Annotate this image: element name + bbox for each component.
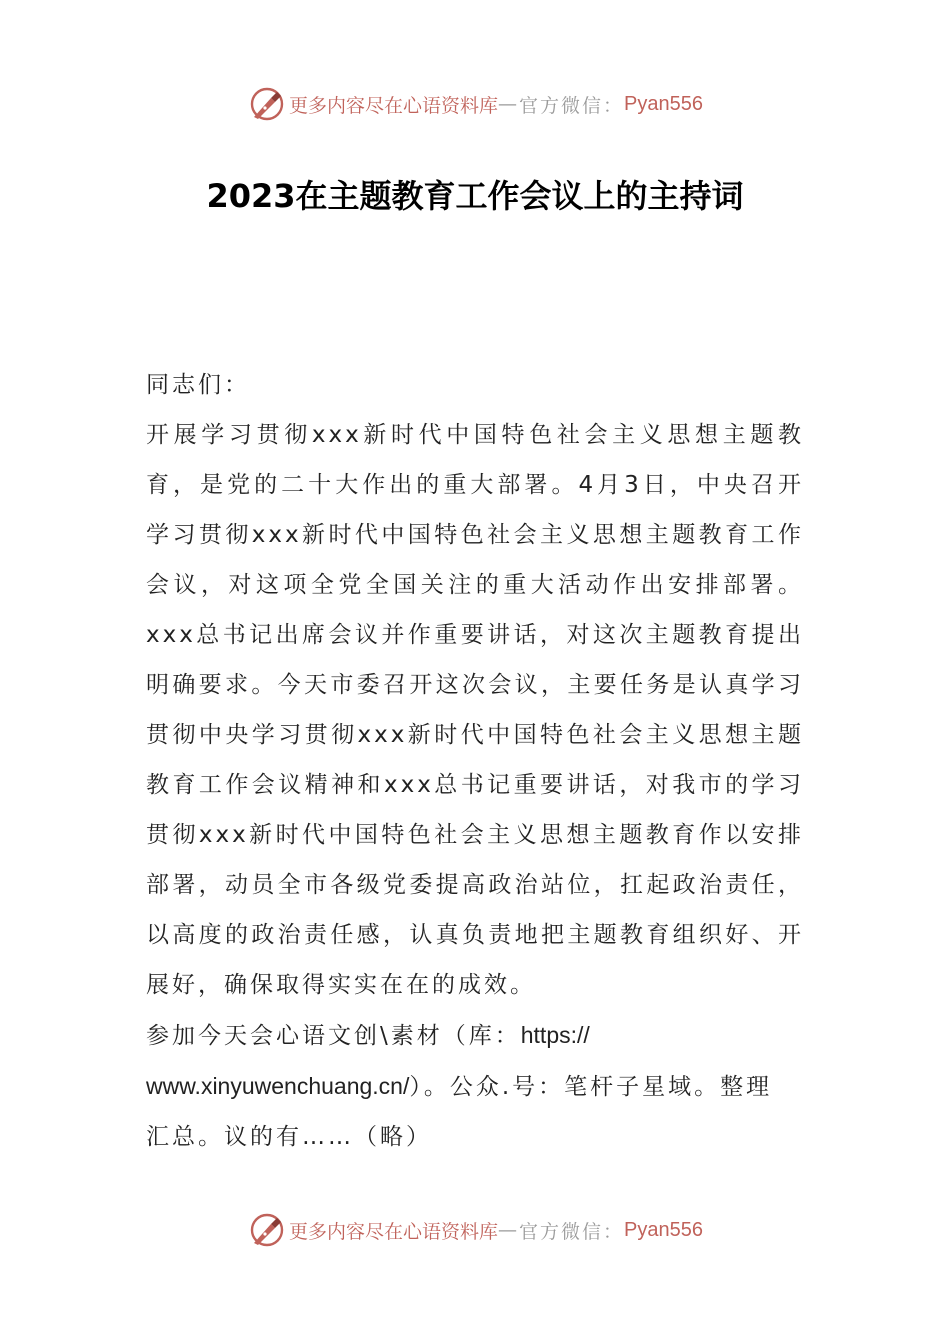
banner-contact-label: 官方微信： xyxy=(519,94,625,117)
reference-url-part-2: www.xinyuwenchuang.cn/ xyxy=(146,1073,410,1099)
footer-banner xyxy=(0,1208,950,1252)
reference-prefix: 参加今天会心语文创\素材（库： xyxy=(146,1023,521,1049)
pen-nib-logo-icon xyxy=(247,1210,287,1250)
reference-url-part-1: https:// xyxy=(520,1022,590,1048)
footer-wechat-id: Pyan556 xyxy=(624,1218,703,1241)
footer-separator: — xyxy=(498,1219,520,1241)
header-banner xyxy=(0,82,950,126)
footer-contact-label: 官方微信： xyxy=(519,1220,625,1243)
salutation: 同志们： xyxy=(146,372,250,398)
reference-paragraph xyxy=(146,1010,804,1162)
document-title: 2023在主题教育工作会议上的主持词 xyxy=(206,177,744,215)
document-body xyxy=(146,360,804,1162)
reference-end-text: 汇总。议的有……（略） xyxy=(146,1124,432,1150)
pen-nib-logo-icon xyxy=(247,84,287,124)
banner-brand-text: 更多内容尽在心语资料库 xyxy=(289,94,499,117)
main-paragraph: 开展学习贯彻xxx新时代中国特色社会主义思想主题教育，是党的二十大作出的重大部署。4月3日，中央召开学习贯彻xxx新时代中国特色社会主义思想主题教育工作会议，对这项全党全国关注的重大活动作出安排部署。xxx总书记出席会议并作重要讲话，对这次主题教育提出明确要求。今天市委召开这次会议，主要任务是认真学习贯彻中央学习贯彻xxx新时代中国特色社会主义思想主题教育工作会议精神和xxx总书记重要讲话，对我市的学习贯彻xxx新时代中国特色社会主义思想主题教育作以安排部署，动员全市各级党委提高政治站位，扛起政治责任，以高度的政治责任感，认真负责地把主题教育组织好、开展好，确保取得实实在在的成效。 xyxy=(146,422,804,998)
banner-wechat-id: Pyan556 xyxy=(624,92,703,115)
footer-brand-text: 更多内容尽在心语资料库 xyxy=(289,1220,499,1243)
reference-middle-text: ）。公众.号：笔杆子星域。整理 xyxy=(409,1074,773,1100)
banner-separator: — xyxy=(498,93,520,115)
